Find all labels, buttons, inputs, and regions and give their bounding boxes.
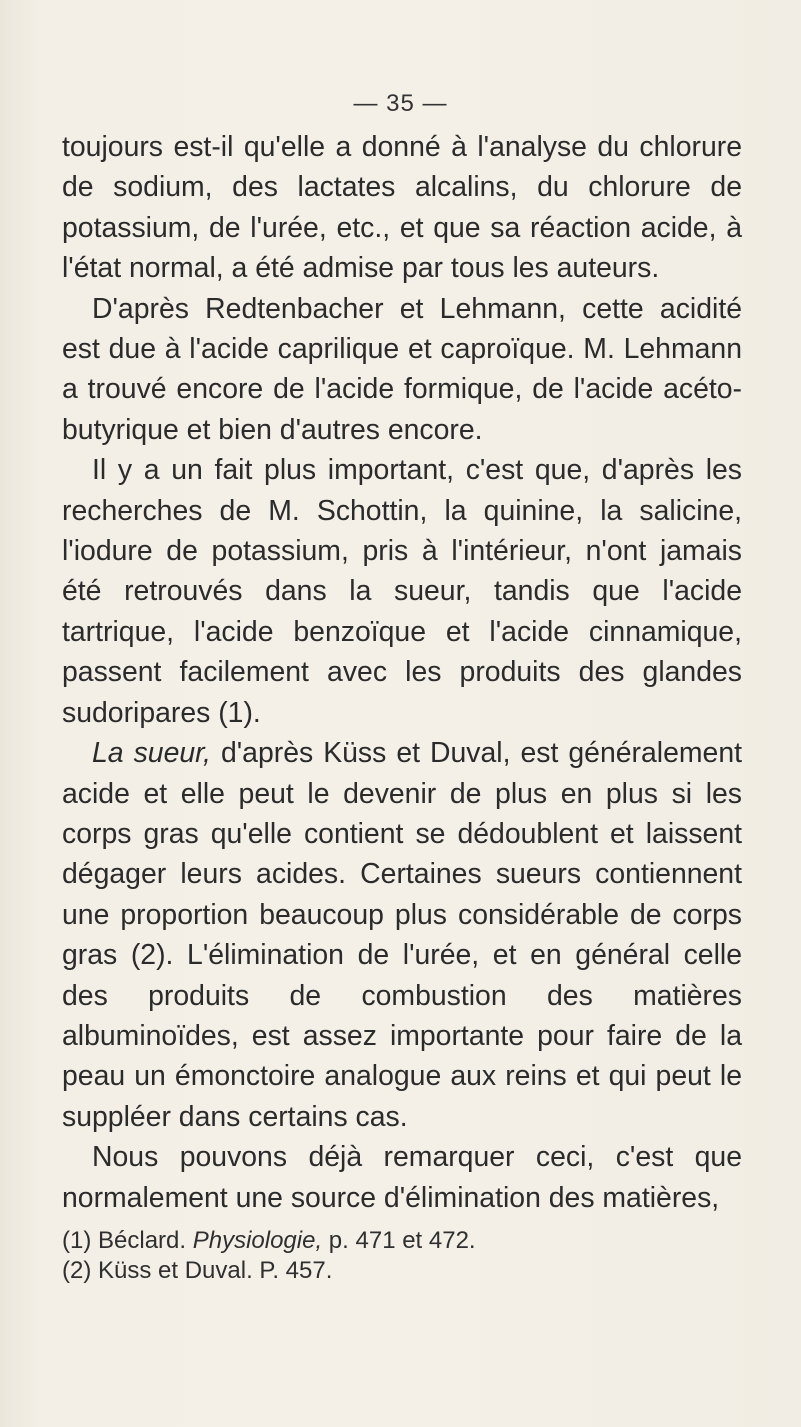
paragraph: D'après Redtenbacher et Lehmann, cette acidité est due à l'acide caprilique et caproïque. M. Lehmann a trouvé encore de l'acide formique, de l'acide acéto-butyrique et bien d'autres encore.: [62, 292, 742, 446]
paragraph-text: d'après Küss et Duval, est généralement acide et elle peut le devenir de plus en plus si les corps gras qu'elle contient se dédoublent et laissent dégager leurs acides. Certaines sueurs contiennent une proportion beaucoup plus considérable de corps gras (2). L'élimination de l'urée, et en général celle des produits de combustion des matières albuminoïdes, est assez importante pour faire de la peau un émonctoire analogue aux reins et qui peut le suppléer dans certains cas.: [62, 737, 742, 1133]
footnote: [62, 1256, 742, 1286]
footnote-author: Béclard.: [98, 1227, 193, 1254]
body-text: [62, 127, 742, 1218]
footnote-author: Küss et Duval.: [98, 1257, 260, 1284]
paragraph: Il y a un fait plus important, c'est que, d'après les recherches de M. Schottin, la quinine, la salicine, l'iodure de potassium, pris à l'intérieur, n'ont jamais été retrouvés dans la sueur, tandis que l'acide tartrique, l'acide benzoïque et l'acide cinnamique, passent facilement avec les produits des glandes sudoripares (1).: [62, 454, 742, 729]
paragraph: [62, 733, 742, 1137]
footnote: [62, 1226, 742, 1256]
footnote-title: Physiologie,: [192, 1227, 323, 1254]
footnotes: [62, 1226, 742, 1286]
paragraph: toujours est-il qu'elle a donné à l'analyse du chlorure de sodium, des lactates alcalins, du chlorure de potassium, de l'urée, etc., et que sa réaction acide, à l'état normal, a été admise par tous les auteurs.: [62, 131, 742, 285]
footnote-marker: (2): [62, 1257, 98, 1284]
paragraph-lead-italic: La sueur,: [92, 737, 211, 770]
footnote-ref: p. 471 et 472.: [322, 1227, 476, 1254]
footnote-ref: P. 457.: [259, 1257, 333, 1284]
page-number: — 35 —: [353, 90, 448, 117]
footnote-marker: (1): [62, 1227, 98, 1254]
paragraph: Nous pouvons déjà remarquer ceci, c'est que normalement une source d'élimination des matières,: [62, 1141, 742, 1214]
